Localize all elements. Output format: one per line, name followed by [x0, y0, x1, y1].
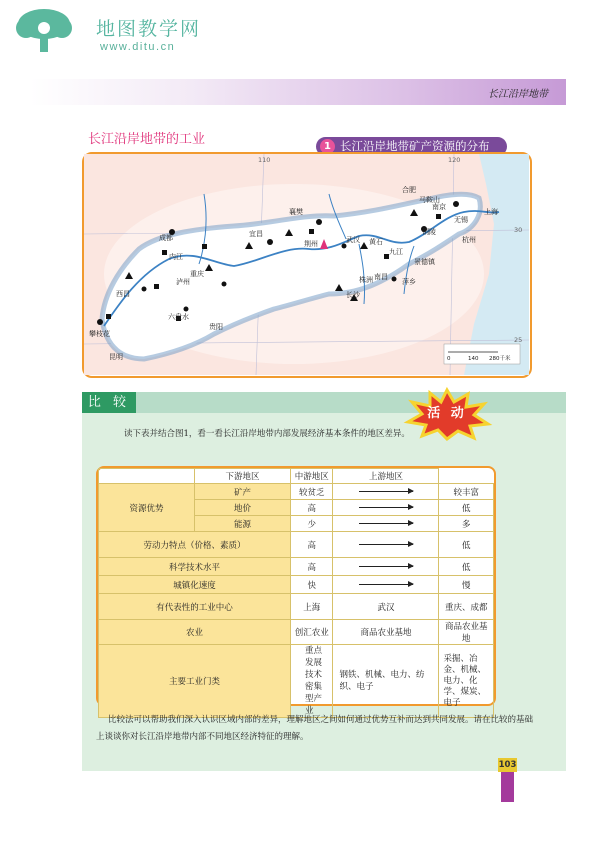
- trend-arrow-cell: [333, 484, 439, 500]
- map-place-label: 重庆: [190, 270, 204, 278]
- compare-header-bar: [82, 392, 566, 413]
- figure-title: 长江沿岸地带矿产资源的分布: [340, 139, 490, 153]
- map-place-label: 六盘水: [168, 313, 189, 321]
- activity-instruction: 读下表并结合图1，看一看长江沿岸地带内部发展经济基本条件的地区差异。: [124, 429, 410, 439]
- map-place-label: 襄樊: [289, 208, 303, 216]
- column-header: 中游地区: [291, 469, 333, 484]
- row-header: 地价: [195, 500, 291, 516]
- table-row: [99, 645, 494, 718]
- site-url: www.ditu.cn: [100, 41, 176, 53]
- table-cell: 低: [439, 558, 494, 576]
- map-place-label: 南昌: [374, 273, 388, 281]
- table-cell: 商品农业基地: [439, 620, 494, 645]
- trend-arrow-cell: [333, 576, 439, 594]
- table-row: [99, 532, 494, 558]
- latitude-label: 30: [514, 226, 523, 234]
- map-section-heading: 长江沿岸地带的工业: [88, 132, 206, 147]
- row-header: 劳动力特点（价格、素质）: [99, 532, 291, 558]
- map-place-label: 九江: [389, 248, 403, 256]
- table-cell: 高: [291, 500, 333, 516]
- map-place-label: 南京: [432, 203, 446, 211]
- comparison-table: [98, 468, 494, 718]
- figure-number: 1: [320, 139, 335, 154]
- table-row: [99, 576, 494, 594]
- column-header: 上游地区: [333, 469, 439, 484]
- right-arrow-icon: [359, 566, 413, 567]
- tree-logo-icon: [12, 6, 76, 54]
- map-place-label: 荆州: [304, 240, 318, 248]
- row-header: 有代表性的工业中心: [99, 594, 291, 620]
- table-cell: 低: [439, 500, 494, 516]
- table-cell: 商品农业基地: [333, 620, 439, 645]
- row-header: 矿产: [195, 484, 291, 500]
- table-cell: 快: [291, 576, 333, 594]
- table-cell: 上海: [291, 594, 333, 620]
- mineral-distribution-map: [82, 152, 532, 378]
- trend-arrow-cell: [333, 558, 439, 576]
- table-cell: 高: [291, 558, 333, 576]
- table-row: [99, 594, 494, 620]
- right-arrow-icon: [359, 523, 413, 524]
- trend-arrow-cell: [333, 532, 439, 558]
- map-place-label: 长沙: [346, 291, 360, 299]
- map-place-label: 贵阳: [209, 323, 223, 331]
- map-place-label: 黄石: [369, 238, 383, 246]
- row-header: 主要工业门类: [99, 645, 291, 718]
- map-place-label: 萍乡: [402, 278, 416, 286]
- table-cell: 钢铁、机械、电力、纺织、电子: [333, 645, 439, 718]
- map-place-label: 株洲: [359, 276, 373, 284]
- right-arrow-icon: [359, 544, 413, 545]
- row-header: 科学技术水平: [99, 558, 291, 576]
- row-header: 城镇化速度: [99, 576, 291, 594]
- trend-arrow-cell: [333, 516, 439, 532]
- table-cell: 慢: [439, 576, 494, 594]
- map-place-label: 内江: [169, 253, 183, 261]
- map-place-label: 马鞍山: [419, 196, 440, 204]
- map-place-label: 上海: [484, 208, 498, 216]
- table-cell: 较贫乏: [291, 484, 333, 500]
- longitude-label: 120: [448, 156, 461, 164]
- map-place-label: 武汉: [346, 236, 360, 244]
- table-row: [99, 620, 494, 645]
- chapter-title: 长江沿岸地带: [488, 89, 548, 100]
- table-cell: 低: [439, 532, 494, 558]
- chapter-header: [30, 79, 566, 105]
- latitude-label: 25: [514, 336, 523, 344]
- right-arrow-icon: [359, 584, 413, 585]
- table-cell: 高: [291, 532, 333, 558]
- map-place-label: 成都: [159, 234, 173, 242]
- page-number: 103: [498, 760, 517, 770]
- row-header: 能源: [195, 516, 291, 532]
- table-cell: 多: [439, 516, 494, 532]
- table-corner-cell: [99, 469, 195, 484]
- comparison-table-frame: [96, 466, 496, 716]
- watermark-logo: [12, 6, 202, 56]
- activity-label: 活 动: [427, 406, 467, 421]
- table-cell: 重点发展技术密集型产业: [291, 645, 333, 718]
- map-place-label: 泸州: [176, 278, 190, 286]
- table-header-row: [99, 469, 494, 484]
- trend-arrow-cell: [333, 500, 439, 516]
- map-graphic: [84, 154, 529, 375]
- conclusion-text: 比较法可以帮助我们深入认识区域内部的差异，理解地区之间如何通过优势互补而达到共同发展。请在比较的基础上谈谈你对长江沿岸地带内部不同地区经济特征的理解。: [96, 715, 534, 742]
- table-cell: 创汇农业: [291, 620, 333, 645]
- scale-label: 140: [468, 356, 479, 362]
- table-cell: 较丰富: [439, 484, 494, 500]
- map-place-label: 西昌: [116, 290, 130, 298]
- map-place-label: 宜昌: [249, 230, 263, 238]
- compare-tab: 比 较: [82, 392, 136, 413]
- map-place-label: 景德镇: [414, 258, 435, 266]
- map-place-label: 攀枝花: [89, 330, 110, 338]
- right-arrow-icon: [359, 491, 413, 492]
- page-edge-stripe: [501, 772, 514, 802]
- longitude-label: 110: [258, 156, 271, 164]
- map-place-label: 合肥: [402, 186, 416, 194]
- table-cell: 重庆、成都: [439, 594, 494, 620]
- map-place-label: 铜陵: [422, 228, 436, 236]
- scale-label: 280千米: [489, 356, 511, 362]
- map-place-label: 无锡: [454, 216, 468, 224]
- table-cell: 武汉: [333, 594, 439, 620]
- scale-label: 0: [447, 356, 451, 362]
- column-header: 下游地区: [195, 469, 291, 484]
- table-row: [99, 558, 494, 576]
- table-cell: 少: [291, 516, 333, 532]
- table-row: [99, 484, 494, 500]
- row-group-header: 资源优势: [99, 484, 195, 532]
- right-arrow-icon: [359, 507, 413, 508]
- map-place-label: 昆明: [109, 353, 123, 361]
- site-name: 地图教学网: [96, 18, 202, 40]
- map-place-label: 杭州: [462, 236, 476, 244]
- table-cell: 采掘、冶金、机械、电力、化学、煤炭、电子: [439, 645, 494, 718]
- row-header: 农业: [99, 620, 291, 645]
